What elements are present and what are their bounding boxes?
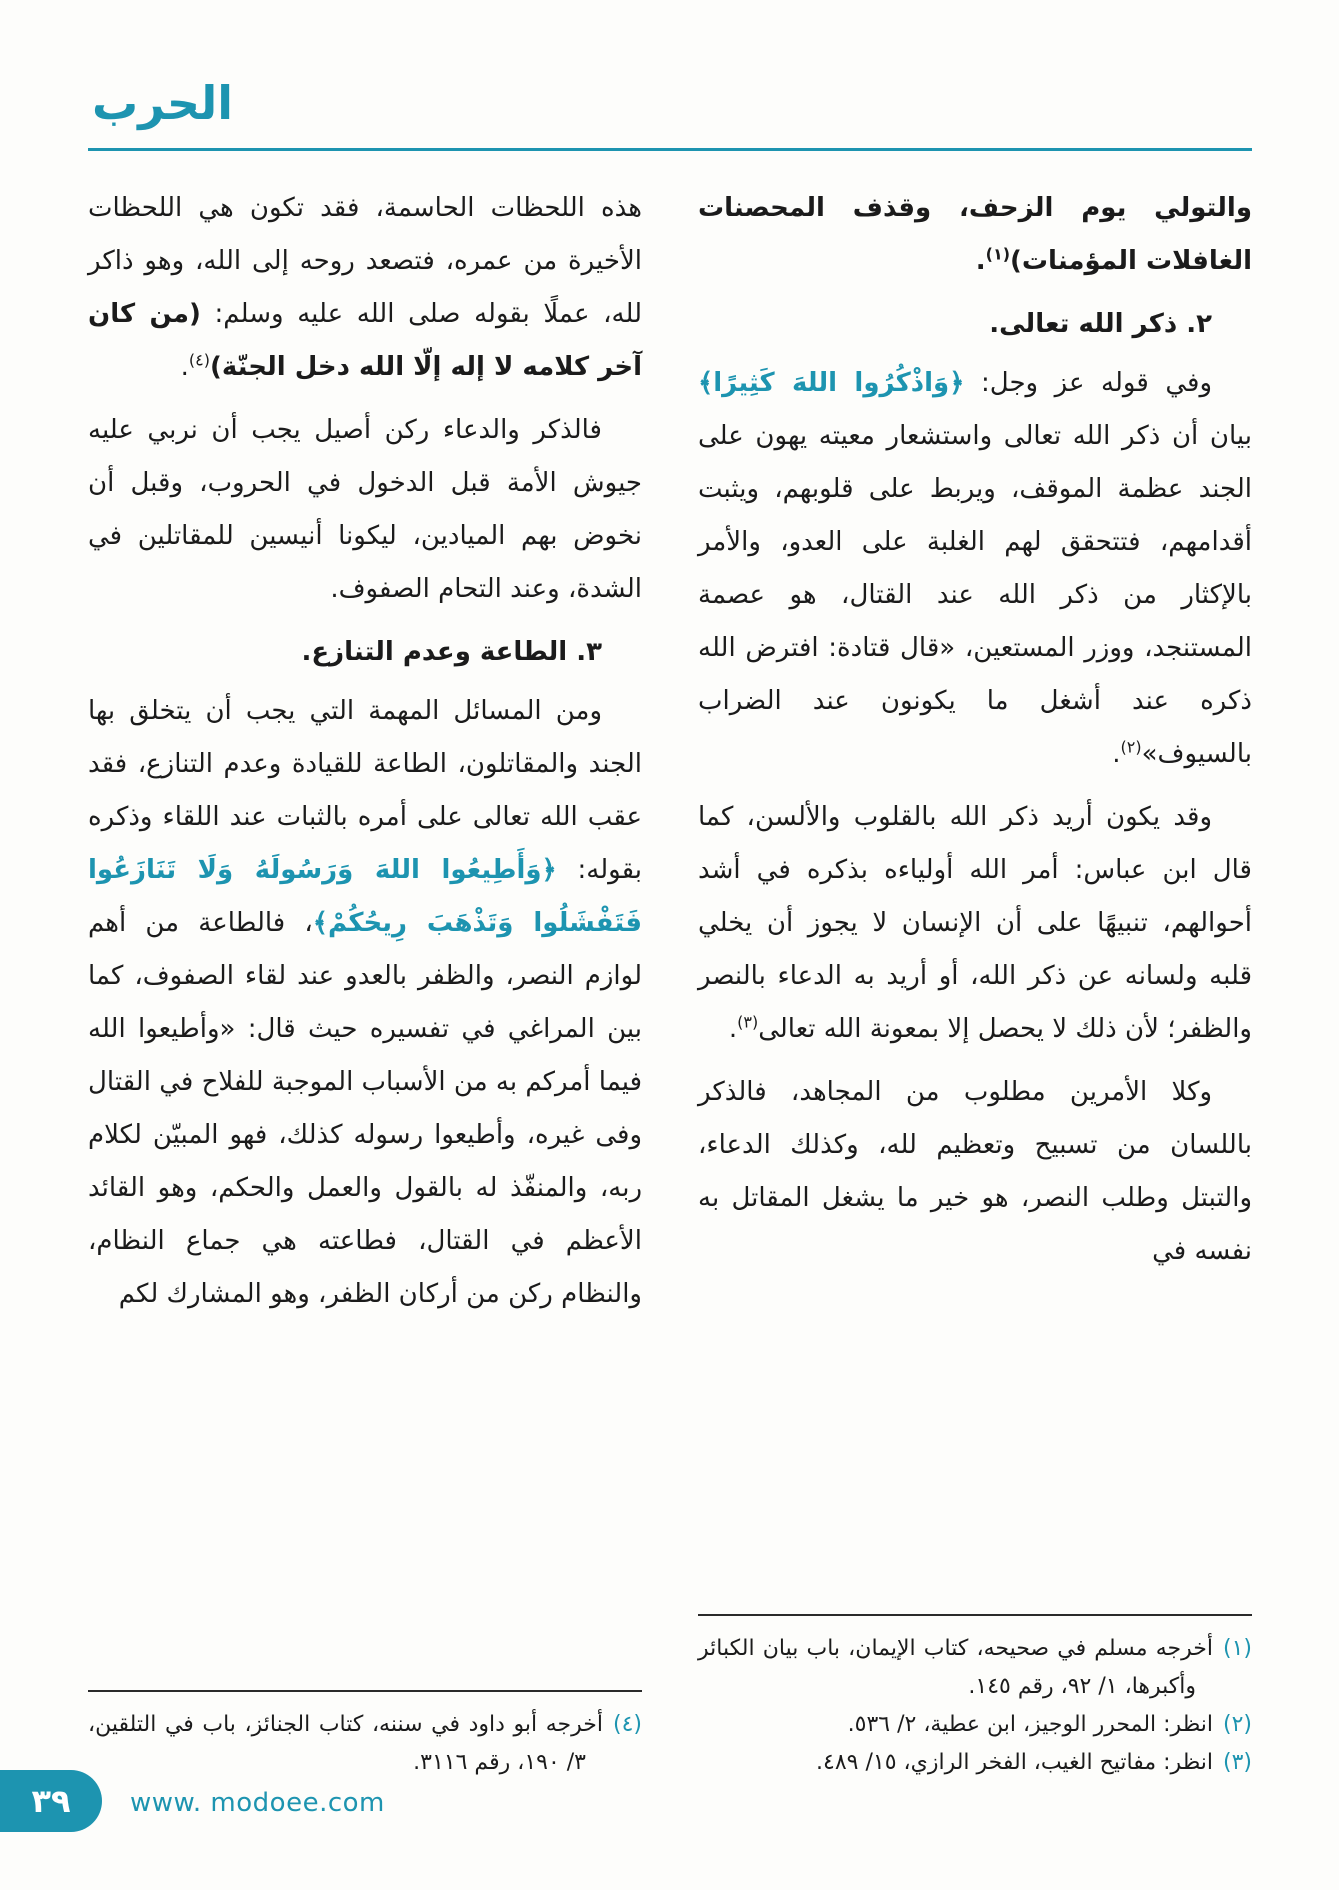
website-url: www. modoee.com [130, 1788, 385, 1818]
body-paragraph [698, 1066, 1252, 1278]
footnote-marker: (٤) [612, 1712, 642, 1737]
continuation-paragraph [698, 182, 1252, 288]
body-paragraph [88, 404, 642, 616]
footnote-ref: (٣) [737, 1012, 759, 1032]
footnote-marker: (٢) [1222, 1712, 1252, 1737]
footnote-item [698, 1706, 1252, 1744]
body-text: . [180, 352, 189, 382]
page-number: ٣٩ [31, 1782, 71, 1820]
footnote-ref: (٢) [1120, 737, 1142, 757]
footnote-text: انظر: المحرر الوجيز، ابن عطية، ٢/ ٥٣٦. [847, 1712, 1213, 1737]
body-text: . [1112, 739, 1121, 769]
heading-text: ٣. الطاعة وعدم التنازع. [301, 637, 602, 667]
continuation-paragraph [88, 182, 642, 394]
footnote-text: أخرجه مسلم في صحيحه، كتاب الإيمان، باب بيان الكبائر وأكبرها، ١/ ٩٢، رقم ١٤٥. [698, 1636, 1213, 1699]
heading-text: ٢. ذكر الله تعالى. [989, 309, 1212, 339]
body-text: ، فالطاعة من أهم لوازم النصر، والظفر بالعدو عند لقاء الصفوف، كما بين المراغي في تفسيره حيث قال: «وأطيعوا الله فيما أمركم به من الأسباب الموجبة للفلاح في القتال وفى غيره، وأطيعوا رسوله كذلك، فهو المبيّن لكلام ربه، والمنفّذ له بالقول والعمل والحكم، وهو القائد الأعظم في القتال، فطاعته هي جماع النظام، والنظام ركن من أركان الظفر، وهو المشارك لكم [88, 908, 642, 1309]
hadith-text: (من كان آخر كلامه لا إله إلّا الله دخل الجنّة) [88, 299, 642, 382]
body-text: فالذكر والدعاء ركن أصيل يجب أن نربي عليه جيوش الأمة قبل الدخول في الحروب، وقبل أن نخوض بهم الميادين، ليكونا أنيسين للمقاتلين في الشدة، وعند التحام الصفوف. [88, 415, 642, 604]
body-text: وقد يكون أريد ذكر الله بالقلوب والألسن، كما قال ابن عباس: أمر الله أولياءه بذكره في أشد أحوالهم، تنبيهًا على أن الإنسان لا يجوز أن يخلي قلبه ولسانه عن ذكر الله، أو أريد به الدعاء بالنصر والظفر؛ لأن ذلك لا يحصل إلا بمعونة الله تعالى [698, 802, 1252, 1044]
body-text: وفي قوله عز وجل: [964, 368, 1212, 398]
text-columns [88, 182, 1252, 1782]
footnote-separator-rule [88, 1690, 642, 1692]
footnote-item [698, 1630, 1252, 1706]
body-text: ومن المسائل المهمة التي يجب أن يتخلق بها الجند والمقاتلون، الطاعة للقيادة وعدم التنازع، فقد عقب الله تعالى على أمره بالثبات عند اللقاء وذكره بقوله: [88, 696, 642, 885]
body-text: . [975, 246, 986, 276]
column-left [88, 182, 642, 1782]
body-paragraph [698, 357, 1252, 781]
footnote-item [698, 1744, 1252, 1782]
footnote-text: انظر: مفاتيح الغيب، الفخر الرازي، ١٥/ ٤٨٩. [816, 1750, 1213, 1775]
footnote-ref: (٤) [188, 350, 210, 370]
body-text: . [728, 1014, 738, 1044]
body-text: بيان أن ذكر الله تعالى واستشعار معيته يهون على الجند عظمة الموقف، ويربط على قلوبهم، ويثبت أقدامهم، فتتحقق لهم الغلبة على العدو، والأمر بالإكثار من ذكر الله عند القتال، هو عصمة المستنجد، ووزر المستعين، «قال قتادة: افترض الله ذكره عند أشغل ما يكونون عند الضراب بالسيوف» [698, 421, 1252, 769]
footnotes-block [88, 1690, 642, 1782]
body-paragraph [698, 791, 1252, 1056]
body-text: والتولي يوم الزحف، وقذف المحصنات الغافلات المؤمنات) [698, 193, 1252, 276]
footnote-separator-rule [698, 1614, 1252, 1616]
footnote-ref: (١) [985, 244, 1011, 264]
quran-verse: ﴿وَأَطِيعُوا اللهَ وَرَسُولَهُ وَلَا تَنَازَعُوا فَتَفْشَلُوا وَتَذْهَبَ رِيحُكُمْ﴾ [88, 855, 642, 938]
section-heading [698, 298, 1252, 351]
header-divider-rule [88, 148, 1252, 151]
column-right [698, 182, 1252, 1782]
footnote-marker: (١) [1222, 1636, 1252, 1661]
footnote-text: أخرجه أبو داود في سننه، كتاب الجنائز، باب في التلقين، ٣/ ١٩٠، رقم ٣١١٦. [88, 1712, 603, 1775]
footnote-marker: (٣) [1222, 1750, 1252, 1775]
footnotes-block [698, 1614, 1252, 1782]
body-paragraph [88, 685, 642, 1321]
section-heading [88, 626, 642, 679]
chapter-running-head: الحرب [92, 76, 234, 130]
body-text: وكلا الأمرين مطلوب من المجاهد، فالذكر باللسان من تسبيح وتعظيم لله، وكذلك الدعاء، والتبتل وطلب النصر، هو خير ما يشغل المقاتل به نفسه في [698, 1077, 1252, 1266]
quran-verse: ﴿وَاذْكُرُوا اللهَ كَثِيرًا﴾ [698, 368, 965, 398]
footnote-item [88, 1706, 642, 1782]
page-number-badge [0, 1770, 102, 1832]
body-text: هذه اللحظات الحاسمة، فقد تكون هي اللحظات الأخيرة من عمره، فتصعد روحه إلى الله، وهو ذاكر لله، عملًا بقوله صلى الله عليه وسلم: [88, 193, 642, 329]
